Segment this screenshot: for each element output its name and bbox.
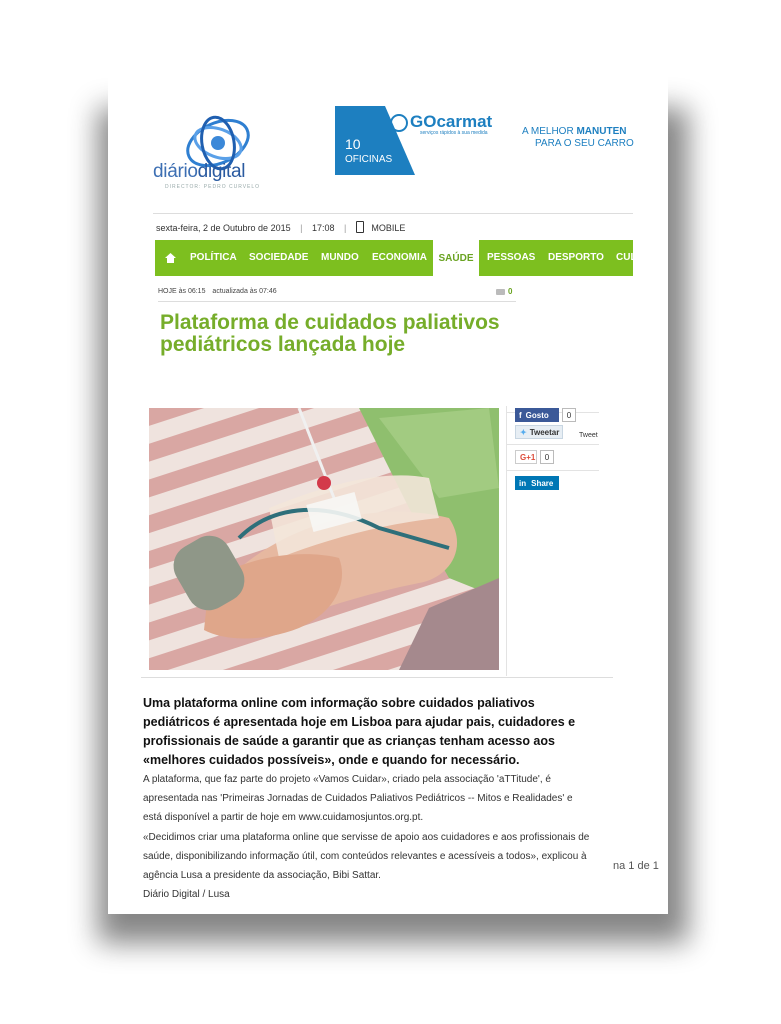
tweet-button[interactable]	[515, 425, 563, 439]
ad-number: 10	[345, 136, 361, 152]
logo-wordmark	[153, 161, 245, 183]
comment-icon[interactable]	[496, 289, 505, 295]
twitter-bird-icon: ✦	[520, 427, 527, 437]
article-source: Diário Digital / Lusa	[143, 889, 230, 900]
tweet-text: Tweet	[579, 432, 598, 439]
main-nav	[155, 240, 637, 276]
logo-subtitle: DIRECTOR: PEDRO CURVELO	[165, 184, 261, 190]
ad-tagline: serviços rápidos à sua medida	[420, 130, 488, 136]
nav-item-saude[interactable]: SAÚDE	[433, 240, 479, 276]
ad-line1	[522, 126, 626, 137]
updated-time: actualizada às 07:46	[212, 288, 277, 295]
nav-item-desporto[interactable]: DESPORTO	[548, 252, 604, 263]
home-icon[interactable]	[165, 253, 176, 263]
linkedin-share-label: Share	[531, 478, 554, 488]
social-divider	[507, 470, 599, 471]
hand-holding-photo	[149, 408, 499, 670]
ad-line1-b: MANUTEN	[576, 126, 627, 137]
social-panel	[506, 406, 599, 676]
facebook-like-button[interactable]	[515, 408, 559, 422]
ad-offices: OFICINAS	[345, 154, 393, 165]
current-time: 17:08	[311, 223, 335, 233]
published-time: HOJE às 06:15	[158, 288, 206, 295]
photo-divider	[141, 677, 613, 678]
meta-divider	[158, 301, 516, 302]
google-plus-button[interactable]	[515, 450, 537, 464]
date-bar	[156, 221, 405, 233]
clipping-page	[108, 77, 668, 914]
article-photo[interactable]	[149, 408, 499, 670]
article-lede: Uma plataforma online com informação sobre cuidados paliativos pediátricos é apresentada hoje em Lisboa para ajudar pais, cuidadores e profissionais de saúde a garantir que as crianças tenham acesso aos «melhores cuidados possíveis», onde e quando for necessário.	[143, 696, 576, 767]
nav-item-cultura[interactable]: CUL	[616, 252, 637, 263]
logo-word-a: diário	[153, 161, 198, 182]
tweet-button-label: Tweetar	[529, 427, 560, 437]
ad-brand: GOcarmat	[410, 112, 493, 131]
article-paragraph-2: «Decidimos criar uma plataforma online que servisse de apoio aos cuidadores e aos profissionais de saúde, disponibilizando informação útil, com conteúdos relevantes e acessíveis a todos», explicou à agência Lusa a presidente da associação, Bibi Sattar.	[143, 832, 590, 881]
linkedin-share-button[interactable]	[515, 476, 559, 490]
nav-item-mundo[interactable]: MUNDO	[321, 252, 359, 263]
google-plus-label: G+1	[520, 452, 536, 462]
nav-item-politica[interactable]: POLÍTICA	[190, 252, 237, 263]
gocarmat-logo-icon	[390, 114, 408, 132]
social-divider	[507, 444, 599, 445]
separator: |	[300, 223, 303, 233]
mobile-icon	[356, 221, 364, 233]
top-divider	[153, 213, 633, 214]
comment-count[interactable]: 0	[508, 287, 513, 296]
ad-line1-a: A MELHOR	[522, 126, 577, 137]
ad-banner[interactable]	[335, 106, 668, 175]
nav-item-economia[interactable]: ECONOMIA	[372, 252, 427, 263]
logo-word-b: digital	[197, 161, 246, 182]
nav-item-sociedade[interactable]: SOCIEDADE	[249, 252, 309, 263]
facebook-like-label: Gosto	[525, 410, 549, 420]
article-title: Plataforma de cuidados paliativos pediátricos lançada hoje	[160, 311, 500, 356]
page-indicator: na 1 de 1	[613, 860, 659, 872]
facebook-like-count: 0	[562, 408, 576, 422]
ad-line2: PARA O SEU CARRO	[535, 138, 634, 149]
linkedin-icon: in	[519, 478, 527, 488]
nav-item-pessoas[interactable]: PESSOAS	[487, 252, 536, 263]
article-paragraph-1: A plataforma, que faz parte do projeto «Vamos Cuidar», criado pela associação 'aTTitude', é apresentada nas 'Primeiras Jornadas de Cuidados Paliativos Pediátricos -- Mitos e Realidades' e está disponível a partir de hoje em www.cuidamosjuntos.org.pt.	[143, 774, 573, 823]
mobile-link[interactable]: MOBILE	[371, 223, 406, 233]
article-meta	[158, 288, 515, 295]
separator: |	[344, 223, 347, 233]
facebook-icon: f	[519, 410, 522, 420]
current-date: sexta-feira, 2 de Outubro de 2015	[156, 223, 291, 233]
site-logo[interactable]	[153, 107, 273, 190]
google-plus-count: 0	[540, 450, 554, 464]
